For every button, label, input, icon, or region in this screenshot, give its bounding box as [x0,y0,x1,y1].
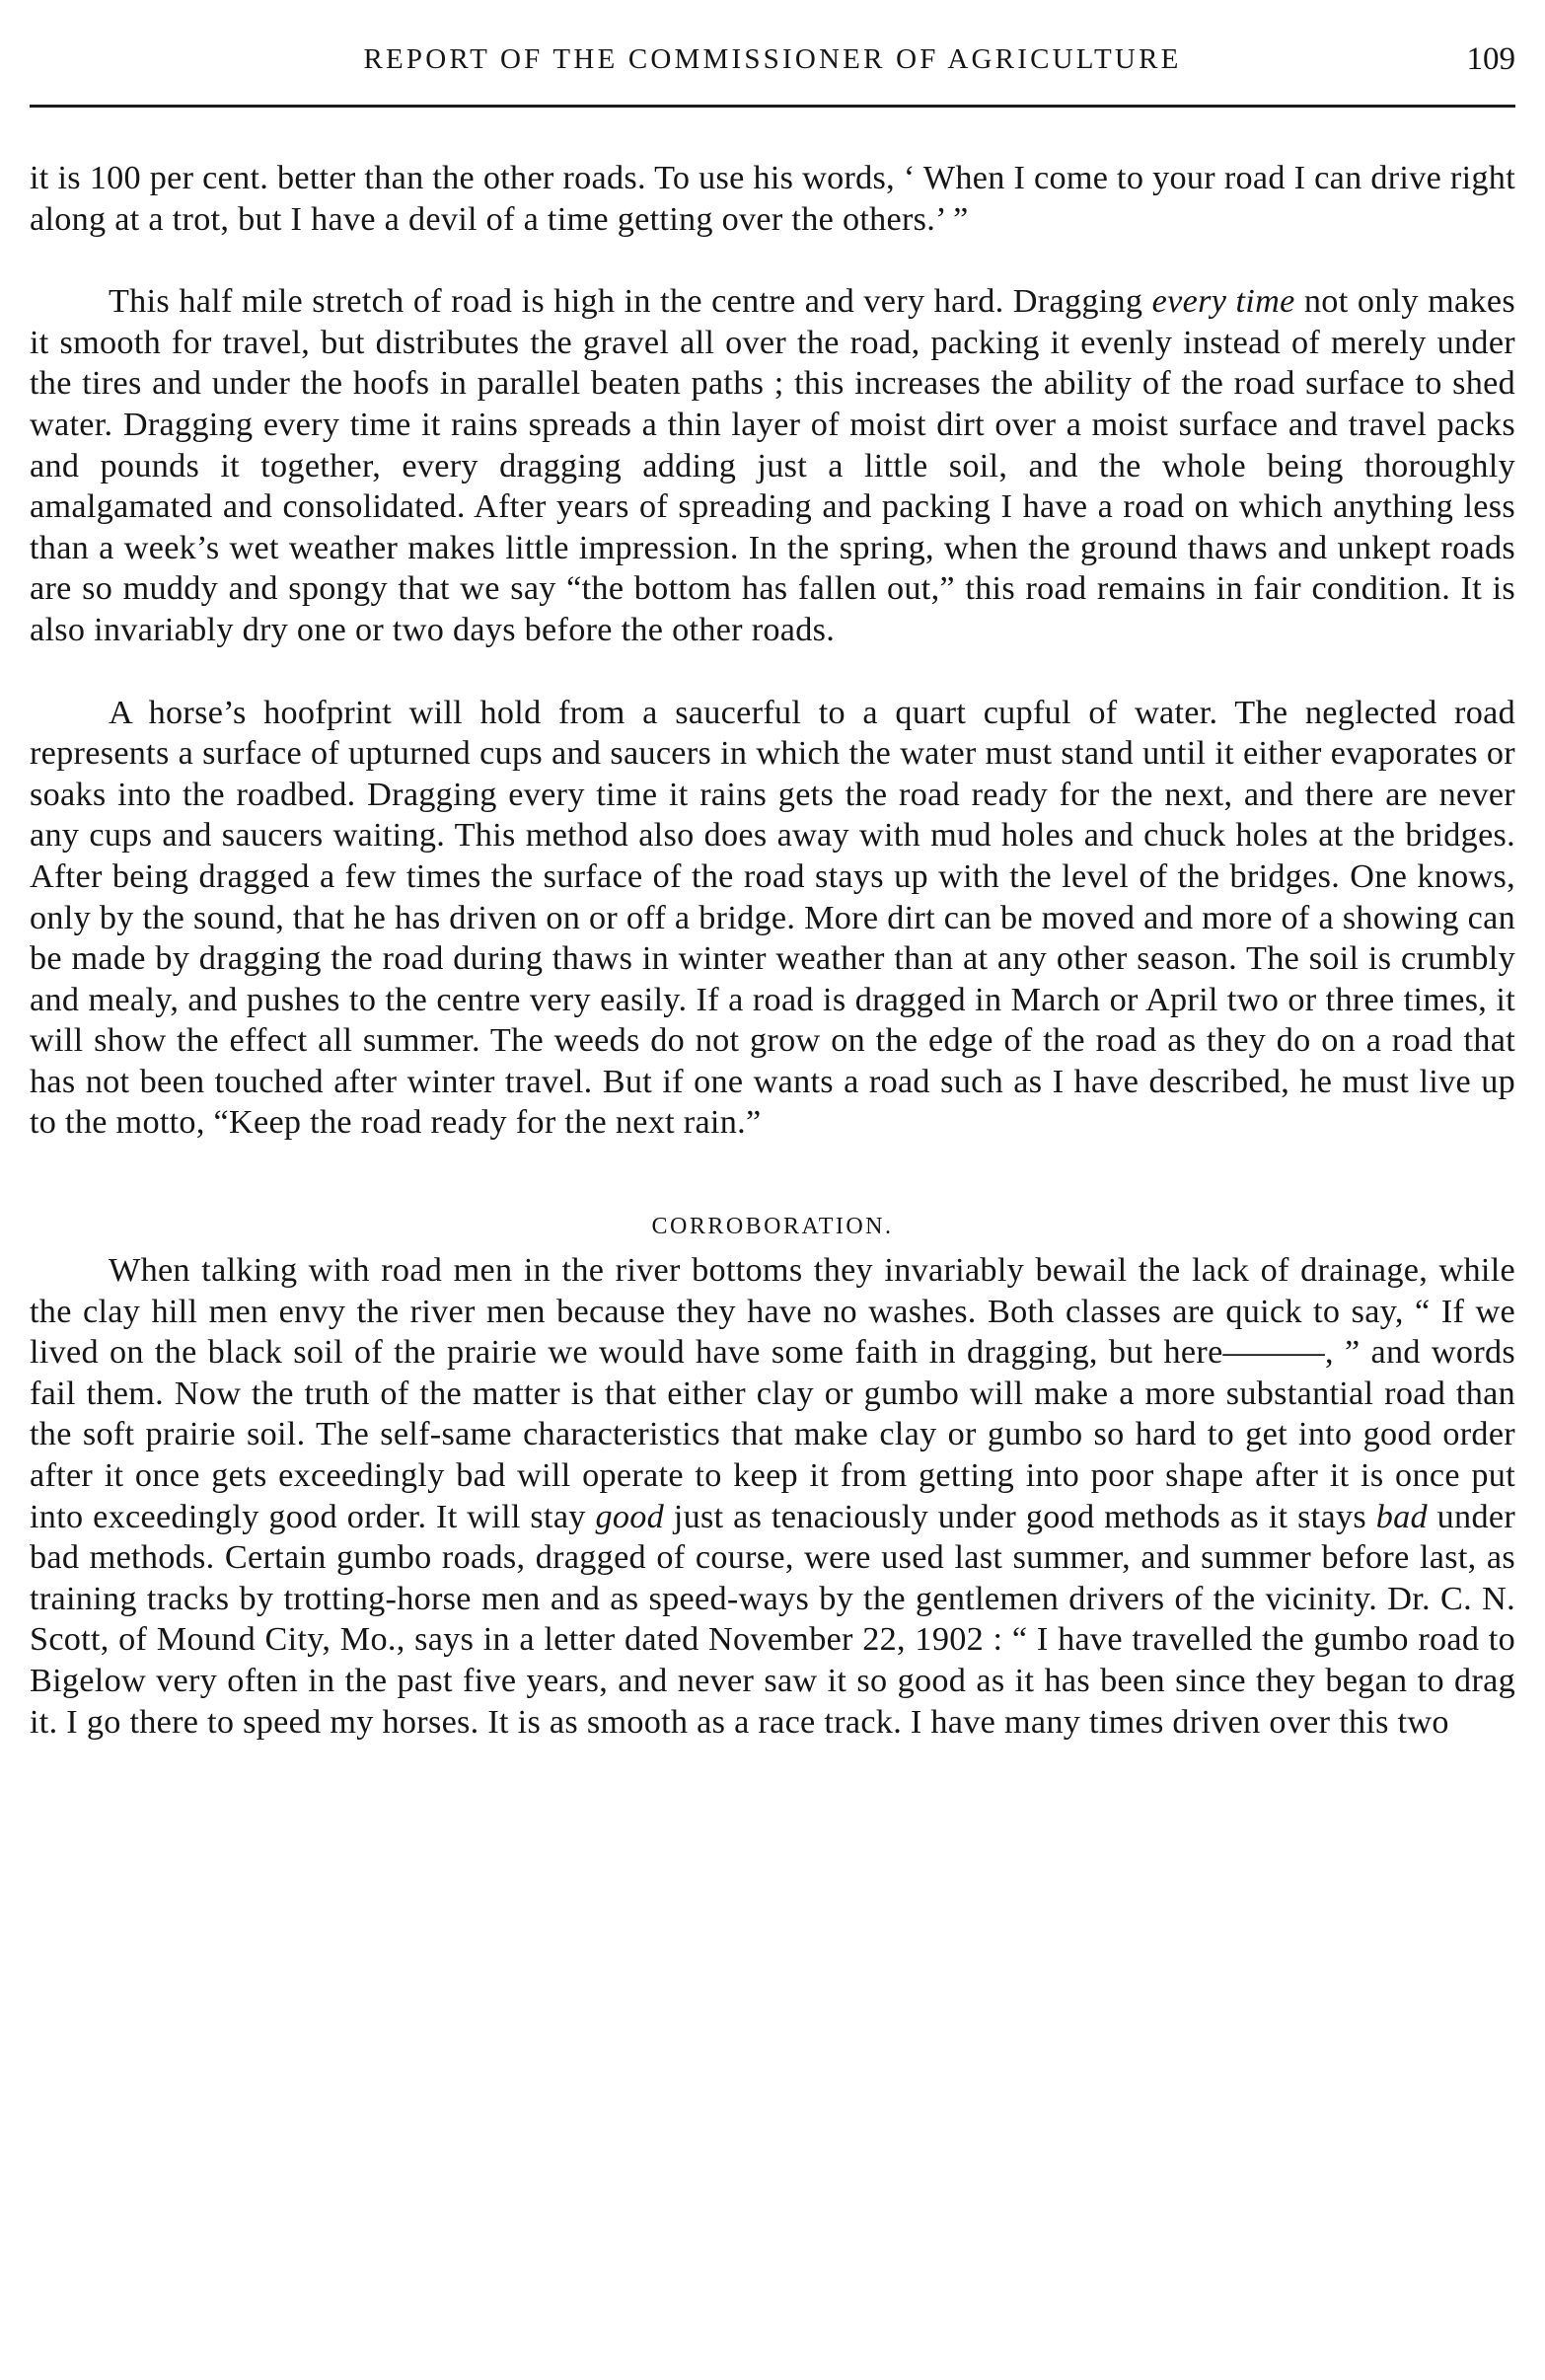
emphasis-text: good [595,1498,665,1535]
text-segment: not only makes it smooth for travel, but distributes the gravel all over the road, packing it evenly instead of merely under the tires and under the hoofs in parallel beaten paths ; this increases the ability of the road surface to shed water. Dragging every time it rains spreads a thin layer of moist dirt over a moist surface and travel packs and pounds it together, every dragging adding just a little soil, and the whole being thoroughly amalgamated and consolidated. After years of spreading and packing I have a road on which anything less than a week’s wet weather makes little impression. In the spring, when the ground thaws and unkept roads are so muddy and spongy that we say “the bottom has fallen out,” this road remains in fair condition. It is also invariably dry one or two days before the other roads. [30,283,1515,648]
body-text [30,158,1515,1743]
paragraph-3 [30,693,1515,1145]
page-number: 109 [1466,41,1515,77]
running-title: REPORT OF THE COMMISSIONER OF AGRICULTURE [363,43,1182,75]
paragraph-1 [30,158,1515,240]
text-segment: under bad methods. Certain gumbo roads, dragged of course, were used last summer, and summer before last, as training tracks by trotting-horse men and as speed-ways by the gentlemen drivers of the vicinity. Dr. C. N. Scott, of Mound City, Mo., says in a letter dated November 22, 1902 : “ I have travelled the gumbo road to Bigelow very often in the past five years, and never saw it so good as it has been since they began to drag it. I go there to speed my horses. It is as smooth as a race track. I have many times driven over this two [30,1498,1516,1741]
emphasis-text: bad [1375,1498,1428,1535]
text-segment: This half mile stretch of road is high in the centre and very hard. Dragging [109,283,1152,321]
text-segment: A horse’s hoofprint will hold from a saucerful to a quart cupful of water. The neglected road represents a surface of upturned cups and saucers in which the water must stand until it either evaporates or soaks into the roadbed. Dragging every time it rains gets the road ready for the next, and there are never any cups and saucers waiting. This method also does away with mud holes and chuck holes at the bridges. After being dragged a few times the surface of the road stays up with the level of the bridges. One knows, only by the sound, that he has driven on or off a bridge. More dirt can be moved and more of a showing can be made by dragging the road during thaws in winter weather than at any other season. The soil is crumbly and mealy, and pushes to the centre very easily. If a road is dragged in March or April two or three times, it will show the effect all summer. The weeds do not grow on the edge of the road as they do on a road that has not been touched after winter travel. But if one wants a road such as I have described, he must live up to the motto, “Keep the road ready for the next rain.” [30,694,1515,1142]
emphasis-text: every time [1151,283,1295,321]
paragraph-4 [30,1250,1515,1743]
header-rule [30,105,1515,108]
running-head [30,39,1515,79]
text-segment: just as tenaciously under good methods as it stays [664,1498,1376,1535]
paragraph-2 [30,281,1515,650]
section-heading: CORROBORATION. [651,1214,894,1240]
text-segment: it is 100 per cent. better than the other roads. To use his words, ‘ When I come to your road I can drive right along at a trot, but I have a devil of a time getting over the others.’ ” [30,160,1515,238]
text-segment: When talking with road men in the river bottoms they invariably bewail the lack of drainage, while the clay hill men envy the river men because they have no washes. Both classes are quick to say, “ If we lived on the black soil of the prairie we would have some faith in dragging, but here———, ” and words fail them. Now the truth of the matter is that either clay or gumbo will make a more substantial road than the soft prairie soil. The self-same characteristics that make clay or gumbo so hard to get into good order after it once gets exceedingly bad will operate to keep it from getting into poor shape after it is once put into exceedingly good order. It will stay [30,1252,1515,1535]
